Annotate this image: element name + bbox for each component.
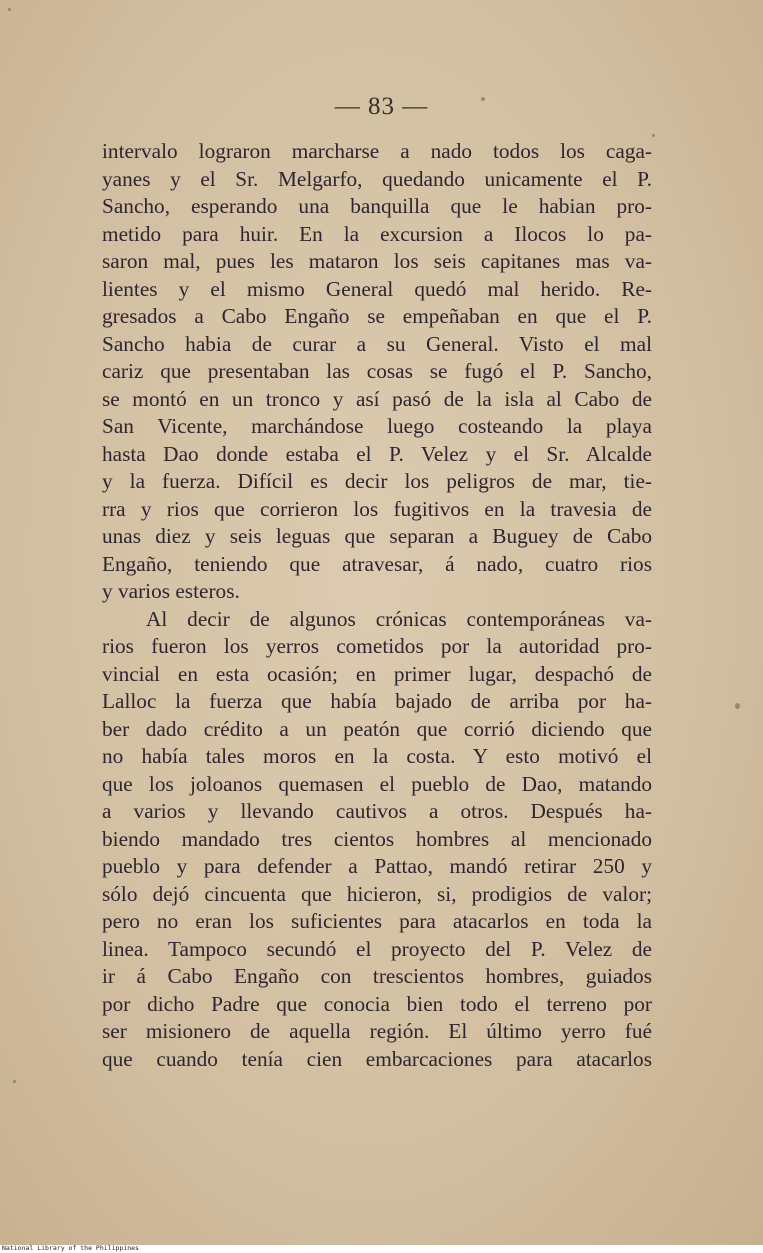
paper-speck: [13, 1080, 16, 1083]
text-line: que los joloanos quemasen el pueblo de Dao, matando: [102, 771, 652, 796]
text-line: Lalloc la fuerza que había bajado de arriba por ha-: [102, 689, 652, 713]
text-line: pero no eran los suficientes para atacarlos en toda la: [102, 909, 652, 933]
text-line: unas diez y seis leguas que separan a Buguey de Cabo: [102, 524, 652, 548]
text-line: que cuando tenía cien embarcaciones para atacarlos: [102, 1046, 652, 1071]
text-line: hasta Dao donde estaba el P. Velez y el Sr. Alcalde: [102, 441, 652, 466]
text-line: Sancho habia de curar a su General. Visto el mal: [102, 331, 652, 356]
text-line: sólo dejó cincuenta que hicieron, si, prodigios de valor;: [102, 881, 652, 906]
text-line: por dicho Padre que conocia bien todo el terreno por: [102, 991, 652, 1016]
text-line: pueblo y para defender a Pattao, mandó retirar 250 y: [102, 854, 652, 878]
paper-speck: [481, 97, 485, 101]
text-line: se montó en un tronco y así pasó de la isla al Cabo de: [102, 386, 652, 411]
text-line: linea. Tampoco secundó el proyecto del P. Velez de: [102, 936, 652, 961]
text-line: saron mal, pues les mataron los seis capitanes mas va-: [102, 249, 652, 273]
text-line: Engaño, teniendo que atravesar, á nado, cuatro rios: [102, 551, 652, 576]
text-line: ir á Cabo Engaño con trescientos hombres, guiados: [102, 964, 652, 988]
paragraph-1: [102, 138, 652, 606]
paper-speck: [8, 8, 11, 11]
text-line: lientes y el mismo General quedó mal herido. Re-: [102, 276, 652, 301]
text-line: metido para huir. En la excursion a Ilocos lo pa-: [102, 221, 652, 246]
page-number: — 83 —: [334, 93, 429, 120]
paragraph-2: [102, 606, 652, 1074]
footer-bar: [0, 1245, 763, 1253]
text-line: a varios y llevando cautivos a otros. Después ha-: [102, 799, 652, 823]
text-line: biendo mandado tres cientos hombres al mencionado: [102, 826, 652, 851]
text-line: y la fuerza. Difícil es decir los peligros de mar, tie-: [102, 469, 652, 493]
paper-speck: [652, 134, 655, 137]
paper-speck: [735, 703, 740, 709]
text-line: Sancho, esperando una banquilla que le habian pro-: [102, 194, 652, 218]
text-line: Al decir de algunos crónicas contemporáneas va-: [146, 606, 652, 631]
text-line: rios fueron los yerros cometidos por la autoridad pro-: [102, 634, 652, 658]
text-line: no había tales moros en la costa. Y esto motivó el: [102, 744, 652, 768]
text-line: rra y rios que corrieron los fugitivos en la travesia de: [102, 496, 652, 521]
text-line: y varios esteros.: [102, 579, 240, 603]
text-line: ber dado crédito a un peatón que corrió diciendo que: [102, 716, 652, 741]
text-line: intervalo lograron marcharse a nado todos los caga-: [102, 139, 652, 163]
text-line: ser misionero de aquella región. El último yerro fué: [102, 1019, 652, 1043]
text-line: cariz que presentaban las cosas se fugó el P. Sancho,: [102, 359, 652, 383]
library-credit: National Library of the Philippines: [2, 1244, 139, 1252]
text-line: vincial en esta ocasión; en primer lugar, despachó de: [102, 661, 652, 686]
text-line: yanes y el Sr. Melgarfo, quedando unicamente el P.: [102, 166, 652, 191]
text-line: San Vicente, marchándose luego costeando la playa: [102, 414, 652, 438]
text-line: gresados a Cabo Engaño se empeñaban en que el P.: [102, 304, 652, 328]
body-text: [102, 138, 652, 1073]
